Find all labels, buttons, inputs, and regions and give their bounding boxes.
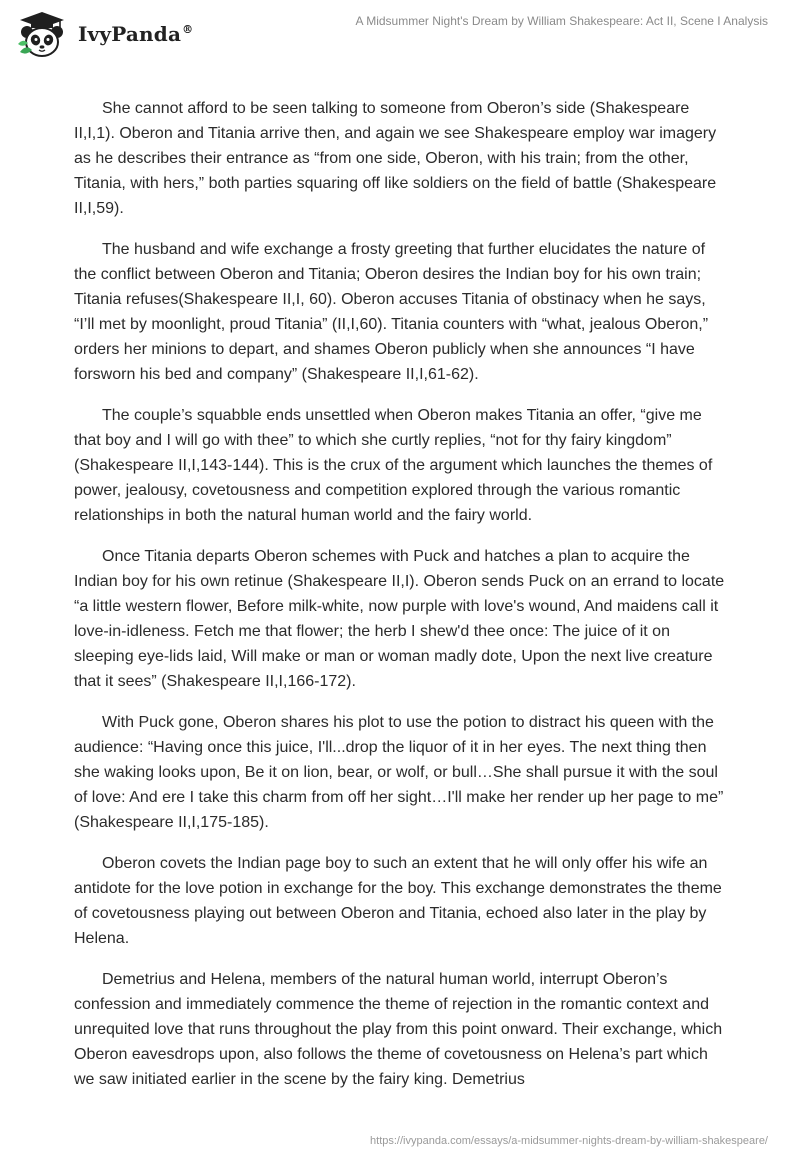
paragraph-7: Demetrius and Helena, members of the natural human world, interrupt Oberon’s confession and immediately commence the theme of rejection in the romantic context and unrequited love that runs throughout the play from this point onward. Their exchange, which Oberon eavesdrops upon, also follows the theme of covetousness on Helena’s part which we saw initiated earlier in the scene by the fairy king. Demetrius — [74, 971, 723, 1088]
document-title: A Midsummer Night's Dream by William Shakespeare: Act II, Scene I Analysis — [355, 14, 768, 28]
paragraph-3: The couple’s squabble ends unsettled when Oberon makes Titania an offer, “give me that boy and I will go with thee” to which she curtly replies, “not for thy fairy kingdom” (Shakespeare II,I,143-144). This is the crux of the argument which launches the themes of power, jealousy, covetousness and competition explored through the various romantic relationships in both the natural human world and the fairy world. — [74, 407, 713, 524]
paragraph-5: With Puck gone, Oberon shares his plot to use the potion to distract his queen with the audience: “Having once this juice, I'll...drop the liquor of it in her eyes. The next thing then she waking looks upon, Be it on lion, bear, or wolf, or bull…She shall pursue it with the soul of love: And ere I take this charm from off her sight…I'll make her render up her page to me” (Shakespeare II,I,175-185). — [74, 714, 724, 831]
logo-wordmark — [78, 22, 193, 46]
paragraph-6: Oberon covets the Indian page boy to such an extent that he will only offer his wife an antidote for the love potion in exchange for the boy. This exchange demonstrates the theme of covetousness playing out between Oberon and Titania, echoed also later in the play by Helena. — [74, 855, 722, 947]
panda-graduate-icon — [16, 8, 68, 60]
logo-name: IvyPanda — [78, 22, 182, 46]
registered-mark: ® — [182, 23, 194, 37]
ivypanda-logo[interactable] — [16, 8, 193, 60]
paragraph-2: The husband and wife exchange a frosty greeting that further elucidates the nature of the conflict between Oberon and Titania; Oberon desires the Indian boy for his own train; Titania refuses(Shakespeare II,I, 60). Oberon accuses Titania of obstinacy when he says, “I’ll met by moonlight, proud Titania” (II,I,60). Titania counters with “what, jealous Oberon,” orders her minions to depart, and shames Oberon publicly when she announces “I have forsworn his bed and company” (Shakespeare II,I,61-62). — [74, 241, 709, 383]
essay-body — [74, 96, 730, 1108]
page-header — [0, 0, 800, 70]
source-url-link[interactable]: https://ivypanda.com/essays/a-midsummer-nights-dream-by-william-shakespeare/ — [370, 1135, 768, 1147]
paragraph-1: She cannot afford to be seen talking to someone from Oberon’s side (Shakespeare II,I,1). Oberon and Titania arrive then, and again we see Shakespeare employ war imagery as he describes their entrance as “from one side, Oberon, with his train; from the other, Titania, with hers,” both parties squaring off like soldiers on the field of battle (Shakespeare II,I,59). — [74, 100, 717, 217]
paragraph-4: Once Titania departs Oberon schemes with Puck and hatches a plan to acquire the Indian boy for his own retinue (Shakespeare II,I). Oberon sends Puck on an errand to locate “a little western flower, Before milk-white, now purple with love's wound, And maidens call it love-in-idleness. Fetch me that flower; the herb I shew'd thee once: The juice of it on sleeping eye-lids laid, Will make or man or woman madly dote, Upon the next live creature that it sees” (Shakespeare II,I,166-172). — [74, 548, 725, 690]
